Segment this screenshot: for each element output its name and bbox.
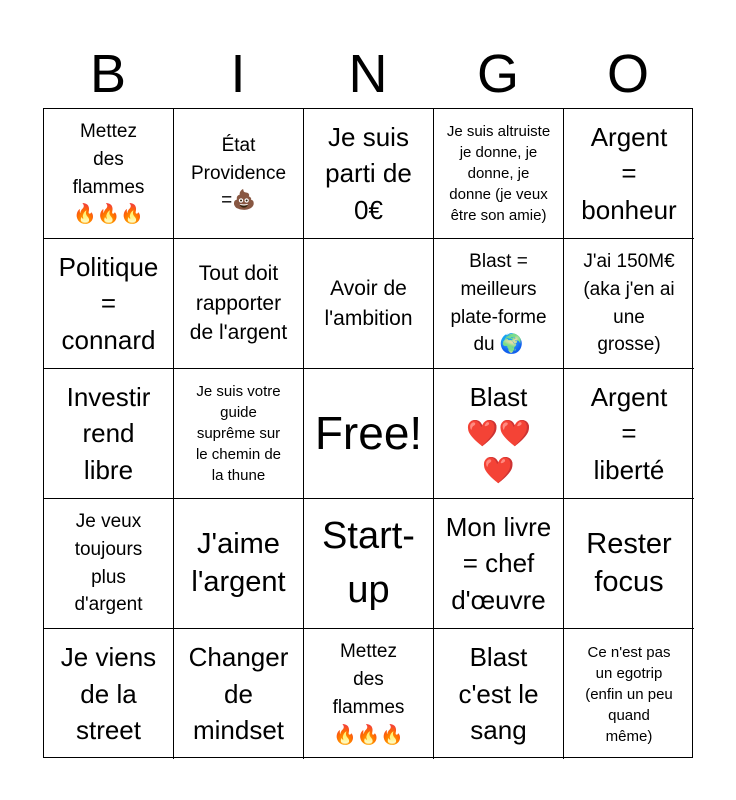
- bingo-cell-r1-c1[interactable]: [44, 109, 174, 239]
- bingo-cell-r3-c5[interactable]: [564, 369, 694, 499]
- header-letter-b: B: [89, 44, 127, 104]
- bingo-cell-r4-c1[interactable]: [44, 499, 174, 629]
- cell-text: Mon livre = chef d'œuvre: [445, 511, 552, 615]
- bingo-grid: [43, 108, 693, 758]
- cell-text: État Providence =💩: [190, 134, 287, 212]
- header-letter-i: I: [230, 44, 246, 104]
- bingo-cell-r3-c2[interactable]: [174, 369, 304, 499]
- bingo-cell-r4-c3[interactable]: [304, 499, 434, 629]
- cell-text: Politique = connard: [58, 251, 159, 355]
- bingo-cell-r3-c4[interactable]: [434, 369, 564, 499]
- header-letter-g: G: [476, 44, 519, 104]
- bingo-cell-r1-c4[interactable]: [434, 109, 564, 239]
- cell-text: Avoir de l'ambition: [324, 276, 413, 330]
- bingo-cell-r5-c4[interactable]: [434, 629, 564, 759]
- cell-text: Tout doit rapporter de l'argent: [189, 261, 288, 345]
- cell-text: Mettez des flammes 🔥🔥🔥: [332, 641, 405, 746]
- cell-text: Changer de mindset: [188, 642, 289, 746]
- cell-text: Investir rend libre: [66, 381, 151, 485]
- cell-text: J'aime l'argent: [191, 527, 286, 598]
- bingo-cell-free[interactable]: [304, 369, 434, 499]
- bingo-cell-r2-c4[interactable]: [434, 239, 564, 369]
- cell-text: Start- up: [322, 515, 415, 611]
- bingo-cell-r4-c4[interactable]: [434, 499, 564, 629]
- bingo-cell-r4-c2[interactable]: [174, 499, 304, 629]
- bingo-cell-r4-c5[interactable]: [564, 499, 694, 629]
- bingo-cell-r1-c2[interactable]: [174, 109, 304, 239]
- cell-text: Argent = bonheur: [581, 121, 677, 225]
- bingo-cell-r5-c5[interactable]: [564, 629, 694, 759]
- bingo-cell-r2-c2[interactable]: [174, 239, 304, 369]
- cell-text: Mettez des flammes 🔥🔥🔥: [72, 120, 145, 226]
- bingo-header: [43, 40, 693, 108]
- bingo-cell-r5-c3[interactable]: [304, 629, 434, 759]
- bingo-cell-r5-c2[interactable]: [174, 629, 304, 759]
- header-letter-n: N: [348, 44, 388, 104]
- bingo-cell-r3-c1[interactable]: [44, 369, 174, 499]
- cell-text: Argent = liberté: [590, 381, 668, 485]
- bingo-cell-r2-c3[interactable]: [304, 239, 434, 369]
- cell-text: J'ai 150M€ (aka j'en ai une grosse): [583, 250, 675, 356]
- cell-text: Je veux toujours plus d'argent: [74, 510, 143, 616]
- cell-text: Blast = meilleurs plate-forme du 🌍: [450, 250, 547, 356]
- cell-text: Free!: [314, 406, 423, 459]
- header-letter-o: O: [606, 44, 649, 104]
- cell-text: Blast c'est le sang: [458, 642, 539, 746]
- bingo-cell-r5-c1[interactable]: [44, 629, 174, 759]
- cell-text: Ce n'est pas un egotrip (enfin un peu quand même): [585, 643, 673, 745]
- cell-text: Rester focus: [586, 527, 672, 598]
- cell-text: Je viens de la street: [60, 642, 157, 746]
- cell-text: Je suis altruiste je donne, je donne, je donne (je veux être son amie): [446, 123, 551, 224]
- cell-text: Je suis votre guide suprême sur le chemin de la thune: [195, 383, 282, 484]
- bingo-cell-r2-c1[interactable]: [44, 239, 174, 369]
- bingo-cell-r1-c5[interactable]: [564, 109, 694, 239]
- cell-text: Je suis parti de 0€: [325, 121, 412, 225]
- bingo-cell-r1-c3[interactable]: [304, 109, 434, 239]
- bingo-cell-r2-c5[interactable]: [564, 239, 694, 369]
- cell-text: Blast ❤️❤️ ❤️: [466, 381, 531, 485]
